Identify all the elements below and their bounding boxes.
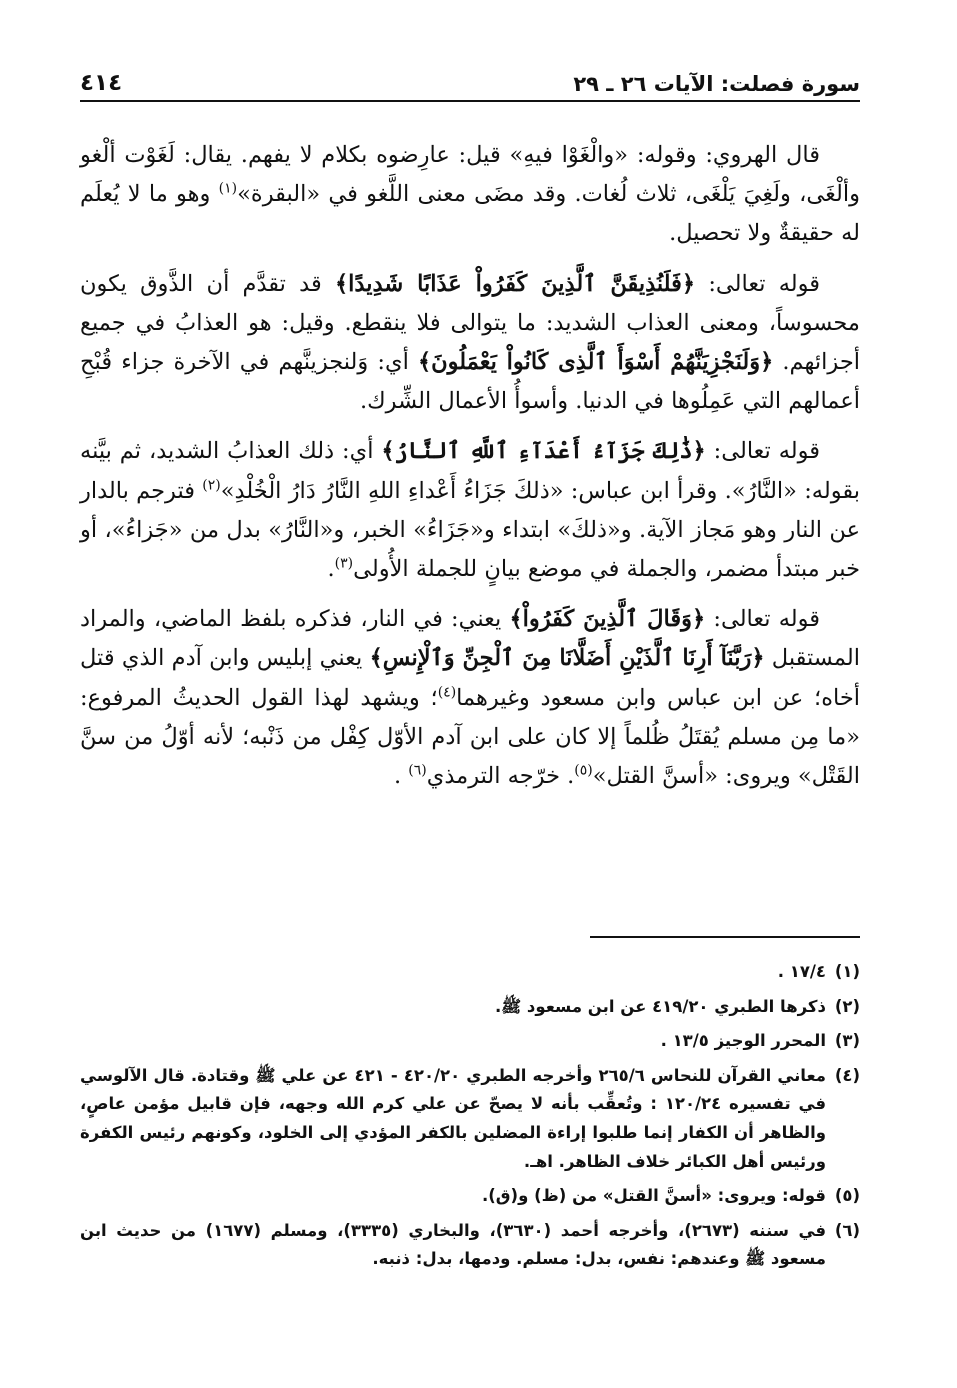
footnote — [80, 1217, 860, 1274]
main-text — [80, 136, 860, 807]
footnote-number: (٦) — [834, 1220, 860, 1240]
text-segment: وهو ما لا يُعلَم له حقيقةٌ ولا تحصيل. — [80, 181, 860, 247]
text-segment: . — [393, 763, 409, 790]
footnote-text: في سننه (٢٦٧٣)، وأخرجه أحمد (٣٦٣٠)، والبخاري (٣٣٣٥)، ومسلم (١٦٧٧) من حديث ابن مسعود ﷺ وعندهم: نفس، بدل: مسلم. ودمها، بدل: ذنبه. — [80, 1220, 827, 1269]
text-segment: قال الهروي: وقوله: «والْغَوْا فيهِ» قيل: عارِضوه بكلام لا يفهم. يقال: لَغَوْت ألْغو وألْغَى، ولَغِيَ يَلْغَى، ثلاث لُغات. وقد مضَى معنى اللَّغو في «البقرة» — [80, 142, 860, 208]
quran-verse: ﴿وَلَنَجْزِيَنَّهُمْ أَسْوَأَ ٱلَّذِى كَانُواْ يَعْمَلُونَ﴾ — [417, 349, 774, 376]
quran-verse: ﴿فَلَنُذِيقَنَّ ٱلَّذِينَ كَفَرُواْ عَذَابًا شَدِيدًا﴾ — [335, 270, 696, 297]
text-segment: يعني: في النار، فذكره بلفظ الماضي، والمراد المستقبل — [80, 606, 860, 672]
paragraph-3 — [80, 432, 860, 589]
text-segment: ؛ ويشهد لهذا القول الحديثُ المرفوع: «ما مِن مسلم يُقتَلُ ظُلماً إلا كان على ابن آدم الأوّل كِفْل من ذَنْبه؛ لأنه أوّلُ من سنَّ القَتْل» ويروى: «أسنَّ القتل» — [80, 684, 860, 790]
text-segment: قوله تعالى: — [695, 270, 821, 297]
footnote — [80, 993, 860, 1022]
footnote-ref: (٤) — [437, 684, 457, 701]
text-segment: . خرّجه الترمذي — [426, 763, 575, 790]
quran-verse: ﴿وَقَالَ ٱلَّذِينَ كَفَرُواْ﴾ — [509, 606, 706, 633]
footnote-ref: (١) — [218, 180, 238, 197]
paragraph-1 — [80, 136, 860, 254]
quran-verse: ﴿ذَٰلِكَ جَزَآءُ أَعْدَآءِ ٱللَّهِ ٱلنَّارُ﴾ — [381, 438, 706, 465]
page-header — [80, 64, 860, 102]
footnote-text: معاني القرآن للنحاس ٢٦٥/٦ وأخرجه الطبري ٤٢٠/٢٠ - ٤٢١ عن علي ﷺ وقتادة. قال الآلوسي في تفسيره ١٢٠/٢٤ : وتُعقِّب بأنه لا يصحّ عن علي كرم الله وجهه، فإن قابيل مؤمن عاصٍ، والظاهر أن الكفار إنما طلبوا إراءة المضلين بالكفر المؤدي إلى الخلود، وكونهم رئيس الكفرة ورئيس أهل الكبائر خلاف الظاهر. اهـ. — [80, 1065, 827, 1171]
text-segment: . — [327, 556, 335, 583]
text-segment: قوله تعالى: — [705, 438, 820, 465]
footnote-number: (٥) — [834, 1186, 860, 1206]
footnote-number: (٢) — [834, 996, 860, 1016]
footnote — [80, 958, 860, 987]
footnote-divider — [590, 936, 860, 938]
footnote-text: المحرر الوجيز ١٣/٥ . — [660, 1031, 826, 1051]
footnote-text: ذكرها الطبري ٤١٩/٢٠ عن ابن مسعود ﷺ. — [494, 996, 826, 1016]
footnotes — [80, 958, 860, 1280]
text-segment: أي: ذلك العذابُ الشديد، ثم بيَّنه بقوله: «النَّارُ». وقرأ ابن عباس: «ذلكَ جَزَاءُ أَعْداءِ اللهِ النَّارُ دَارُ الْخُلْدِ» — [80, 438, 860, 504]
footnote-text: قوله: ويروى: «أسنَّ القتل» من (ظ) و(ق). — [482, 1186, 826, 1206]
footnote-ref: (٣) — [334, 555, 354, 572]
text-segment: أي: وَلنجزينَّهم في الآخرة جزاء قُبْحِ أعمالهم التي عَمِلُوها في الدنيا. وأسوأُ الأعمال الشِّرك. — [80, 349, 860, 415]
text-segment: قوله تعالى: — [705, 606, 820, 633]
footnote-ref: (٢) — [202, 477, 221, 494]
footnote-text: ١٧/٤ . — [777, 962, 826, 981]
text-segment: فترجم بالدار عن النار وهو مَجاز الآية. و«ذلكَ» ابتداء و«جَزَاءُ» الخبر، و«النَّارُ» بدل من «جَزاءُ»، أو خبر مبتدأ مضمر، والجملة في موضع بيانٍ للجملة الأُولى — [80, 477, 860, 583]
footnote — [80, 1027, 860, 1056]
footnote-number: (١) — [834, 962, 860, 981]
paragraph-4 — [80, 600, 860, 796]
footnote-number: (٤) — [834, 1065, 860, 1085]
footnote-ref: (٥) — [574, 762, 593, 779]
quran-verse: ﴿رَبَّنَآ أَرِنَا ٱلَّذَيْنِ أَضَلَّانَا مِنَ ٱلْجِنِّ وَٱلْإِنسِ﴾ — [369, 645, 765, 672]
footnote-ref: (٦) — [408, 762, 427, 779]
footnote — [80, 1182, 860, 1211]
running-title: سورة فصلت: الآيات ٢٦ ـ ٢٩ — [573, 72, 860, 96]
paragraph-2 — [80, 265, 860, 422]
text-segment: قد تقدَّم أن الذَّوق يكون محسوساً، ومعنى العذاب الشديد: ما يتوالى فلا ينقطع. وقيل: هو العذابُ في جميع أجزائهم. — [80, 270, 860, 376]
footnote — [80, 1062, 860, 1176]
footnote-number: (٣) — [834, 1031, 860, 1051]
text-segment: يعني إبليس وابن آدم الذي قتل أخاه؛ عن ابن عباس وابن مسعود وغيرهما — [80, 645, 860, 711]
page-number: ٤١٤ — [80, 70, 123, 96]
